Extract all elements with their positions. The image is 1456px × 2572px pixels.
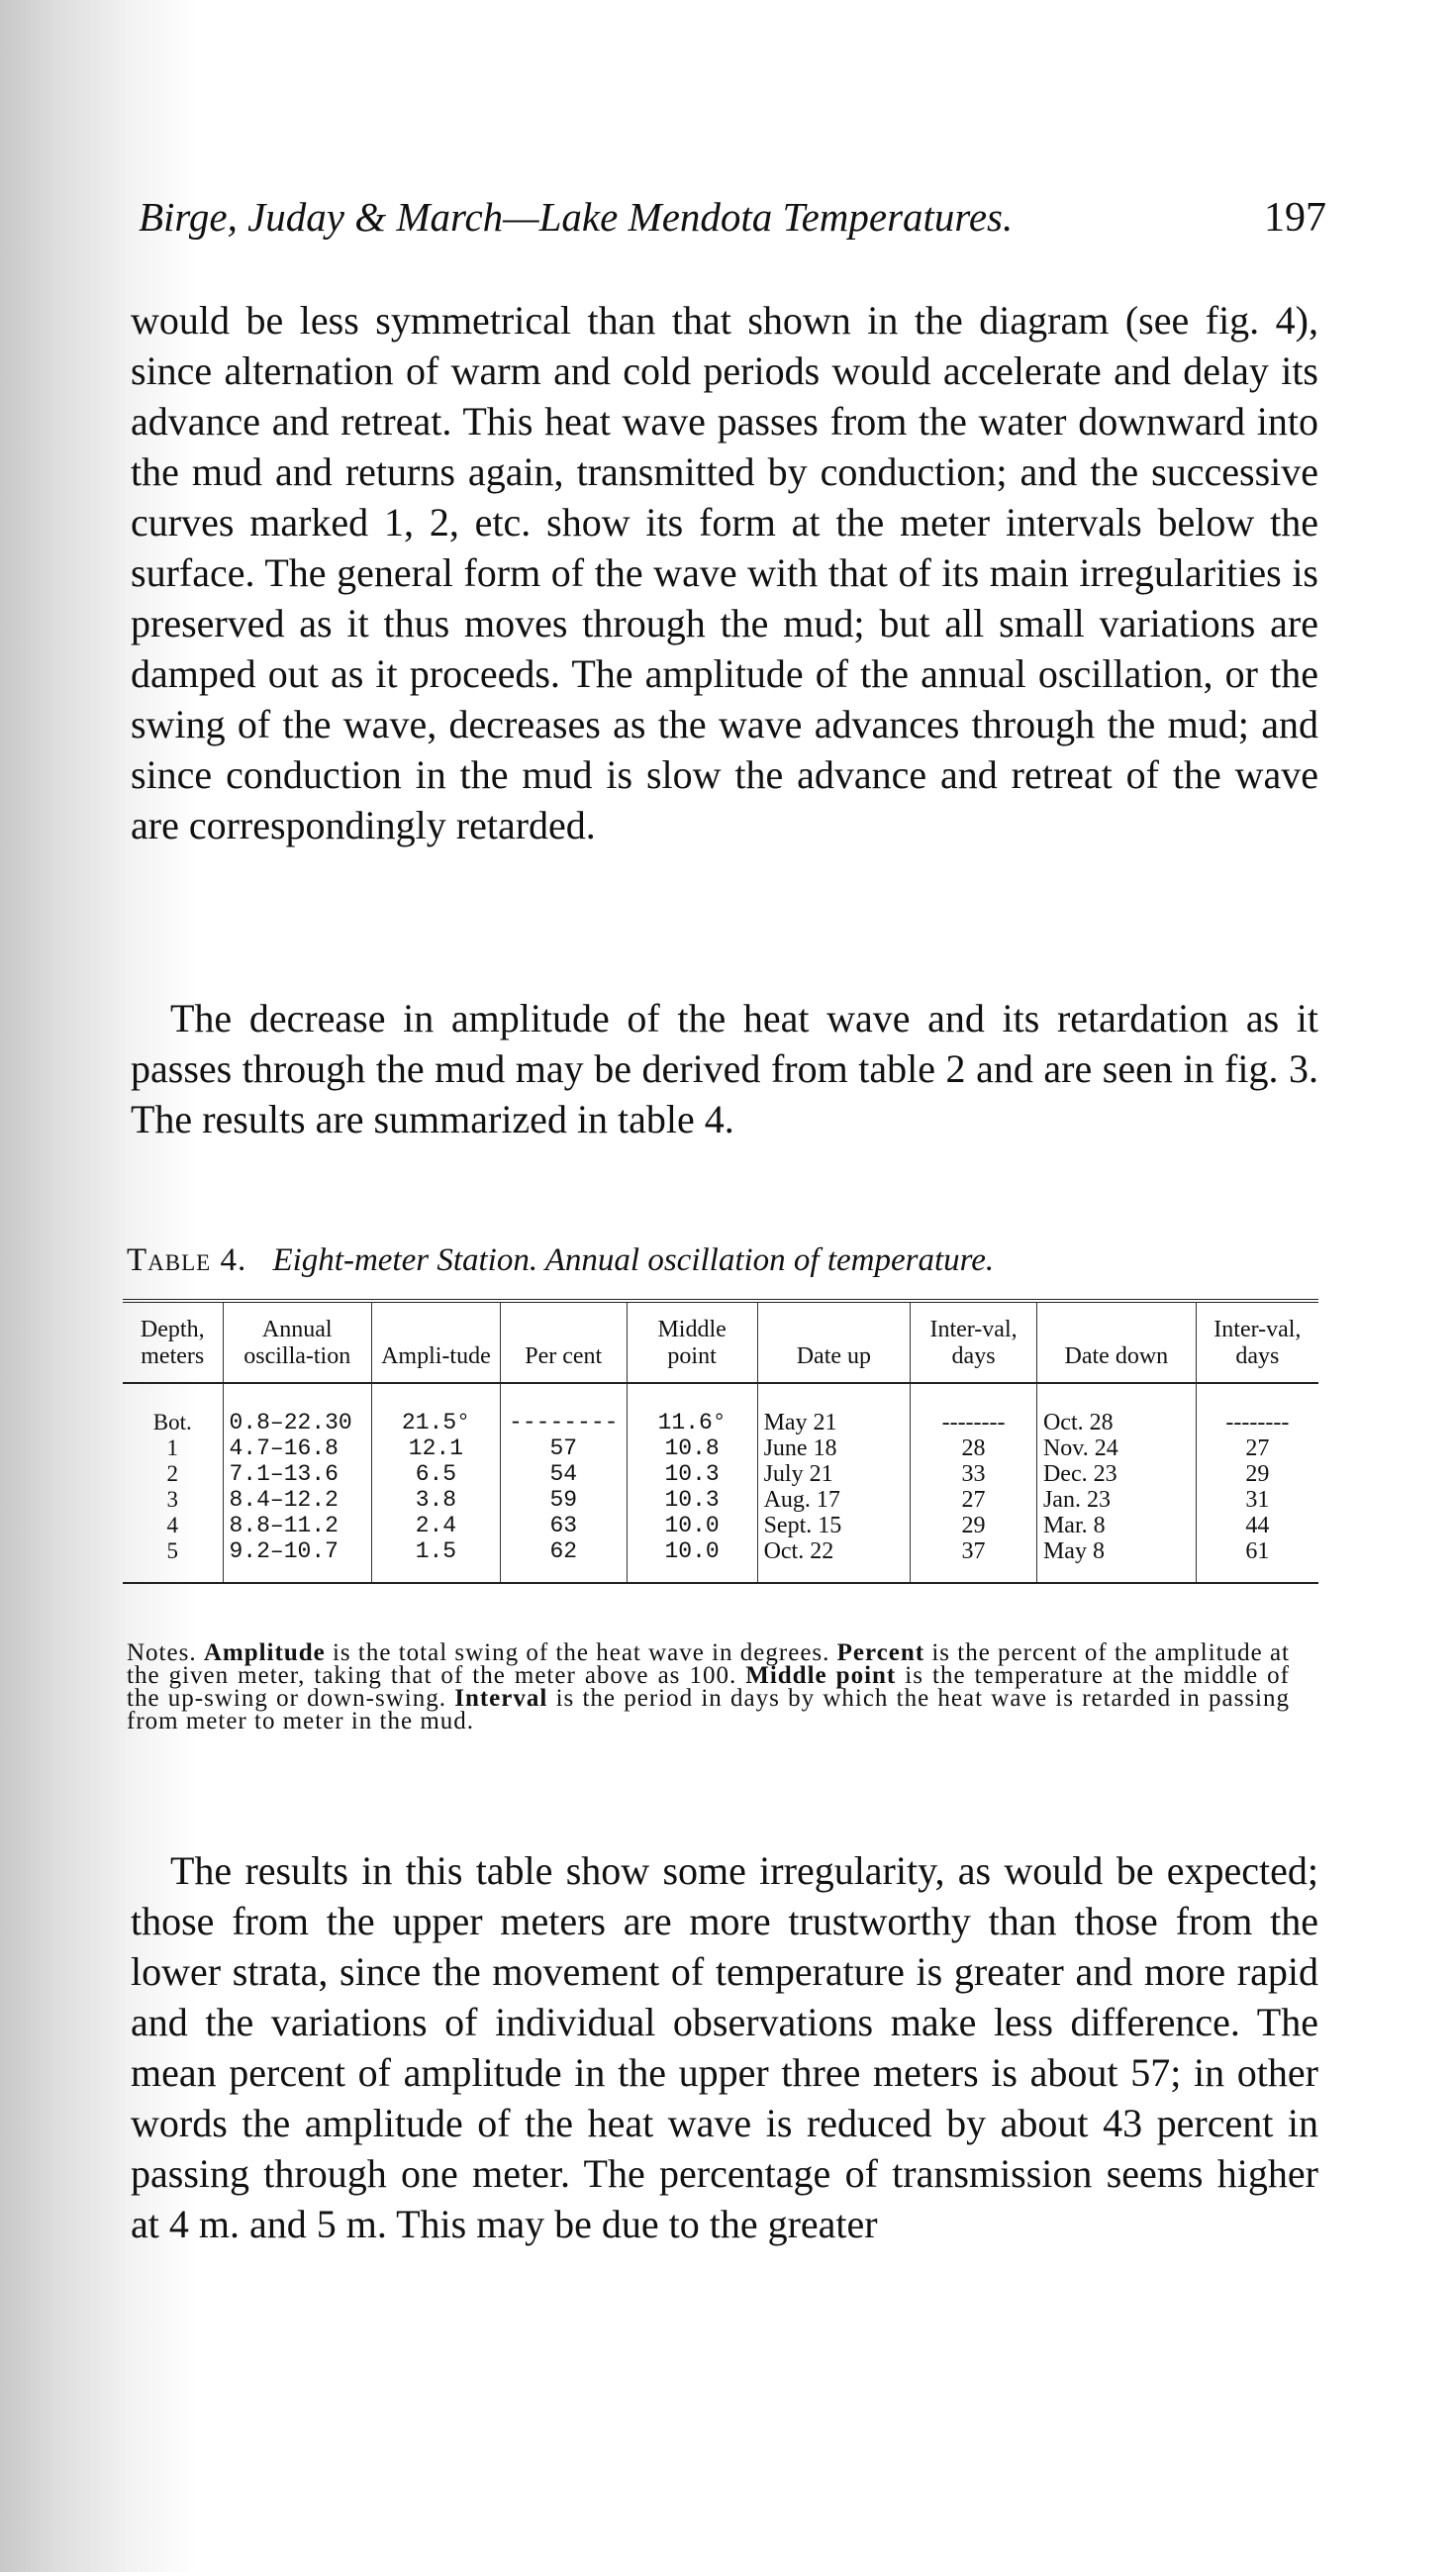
paragraph-1 [131, 295, 1318, 850]
paragraph-2-text: The decrease in amplitude of the heat wave and its retardation as it passes through the mud may be derived from table 2 and are seen in fig. 3. The results are summarized in table 4. [131, 996, 1318, 1141]
column-interval-down: -------- 27 29 31 44 61 [1196, 1383, 1318, 1582]
data-table [123, 1303, 1318, 1582]
header-amplitude: Ampli-tude [371, 1303, 500, 1383]
notes-term-percent: Percent [836, 1639, 925, 1666]
column-oscillation: 0.8–22.30 4.7–16.8 7.1–13.6 8.4–12.2 8.8–11.2 9.2–10.7 [223, 1383, 371, 1582]
paragraph-3-text: The results in this table show some irregularity, as would be expected; those from the upper meters are more trustworthy than those from the lower strata, since the movement of temperature is greater and more rapid and the variations of individual observations make less difference. The mean percent of amplitude in the upper three meters is about 57; in other words the amplitude of the heat wave is reduced by about 43 percent in passing through one meter. The percentage of transmission seems higher at 4 m. and 5 m. This may be due to the greater [131, 1848, 1318, 2246]
header-middle-point: Middle point [627, 1303, 757, 1383]
column-date-down: Oct. 28 Nov. 24 Dec. 23 Jan. 23 Mar. 8 May 8 [1036, 1383, 1196, 1582]
notes-term-amplitude: Amplitude [203, 1639, 326, 1666]
table-notes [127, 1641, 1290, 1732]
table-bottom-rule [123, 1582, 1318, 1584]
notes-text-percent: is the percent of the amplitude at the given meter, taking that of the meter above as 100. [127, 1639, 1291, 1689]
table-header-row [123, 1303, 1318, 1383]
running-header [139, 193, 1326, 252]
header-interval-up: Inter-val, days [911, 1303, 1037, 1383]
table-4 [123, 1299, 1318, 1584]
notes-text-interval: is the period in days by which the heat wave is retarded in passing from meter to meter in the mud. [127, 1685, 1290, 1734]
header-depth: Depth, meters [123, 1303, 223, 1383]
paragraph-2 [131, 993, 1318, 1144]
column-amplitude: 21.5° 12.1 6.5 3.8 2.4 1.5 [371, 1383, 500, 1582]
paragraph-3 [131, 1845, 1318, 2249]
header-date-down: Date down [1036, 1303, 1196, 1383]
notes-text-middle-point: is the temperature at the middle of the up-swing or down-swing. [127, 1662, 1290, 1712]
column-interval-up: -------- 28 33 27 29 37 [911, 1383, 1037, 1582]
header-date-up: Date up [757, 1303, 911, 1383]
notes-prefix: Notes. [127, 1639, 197, 1666]
table-body-row [123, 1383, 1318, 1582]
running-title: Birge, Juday & March—Lake Mendota Temperatures. [139, 194, 1014, 240]
column-percent: -------- 57 54 59 63 62 [500, 1383, 627, 1582]
header-interval-down: Inter-val, days [1196, 1303, 1318, 1383]
table-caption: Eight-meter Station. Annual oscillation of temperature. [272, 1242, 995, 1278]
table-title [127, 1242, 1319, 1279]
notes-term-middle-point: Middle point [745, 1662, 897, 1689]
page-number: 197 [1264, 195, 1326, 241]
header-oscillation: Annual oscilla-tion [223, 1303, 371, 1383]
notes-term-interval: Interval [454, 1685, 548, 1712]
header-percent: Per cent [500, 1303, 627, 1383]
column-middle-point: 11.6° 10.8 10.3 10.3 10.0 10.0 [627, 1383, 757, 1582]
column-depth: Bot. 1 2 3 4 5 [152, 1410, 192, 1563]
paragraph-1-text: would be less symmetrical than that shown in the diagram (see fig. 4), since alternation of warm and cold periods would accelerate and delay its advance and retreat. This heat wave passes from the water downward into the mud and returns again, transmitted by conduction; and the successive curves marked 1, 2, etc. show its form at the meter intervals below the surface. The general form of the wave with that of its main irregularities is preserved as it thus moves through the mud; but all small variations are damped out as it proceeds. The amplitude of the annual oscillation, or the swing of the wave, decreases as the wave advances through the mud; and since conduction in the mud is slow the advance and retreat of the wave are correspondingly retarded. [131, 298, 1318, 847]
column-date-up: May 21 June 18 July 21 Aug. 17 Sept. 15 Oct. 22 [757, 1383, 911, 1582]
notes-text-amplitude: is the total swing of the heat wave in degrees. [325, 1639, 837, 1666]
table-label: Table 4. [127, 1242, 247, 1278]
